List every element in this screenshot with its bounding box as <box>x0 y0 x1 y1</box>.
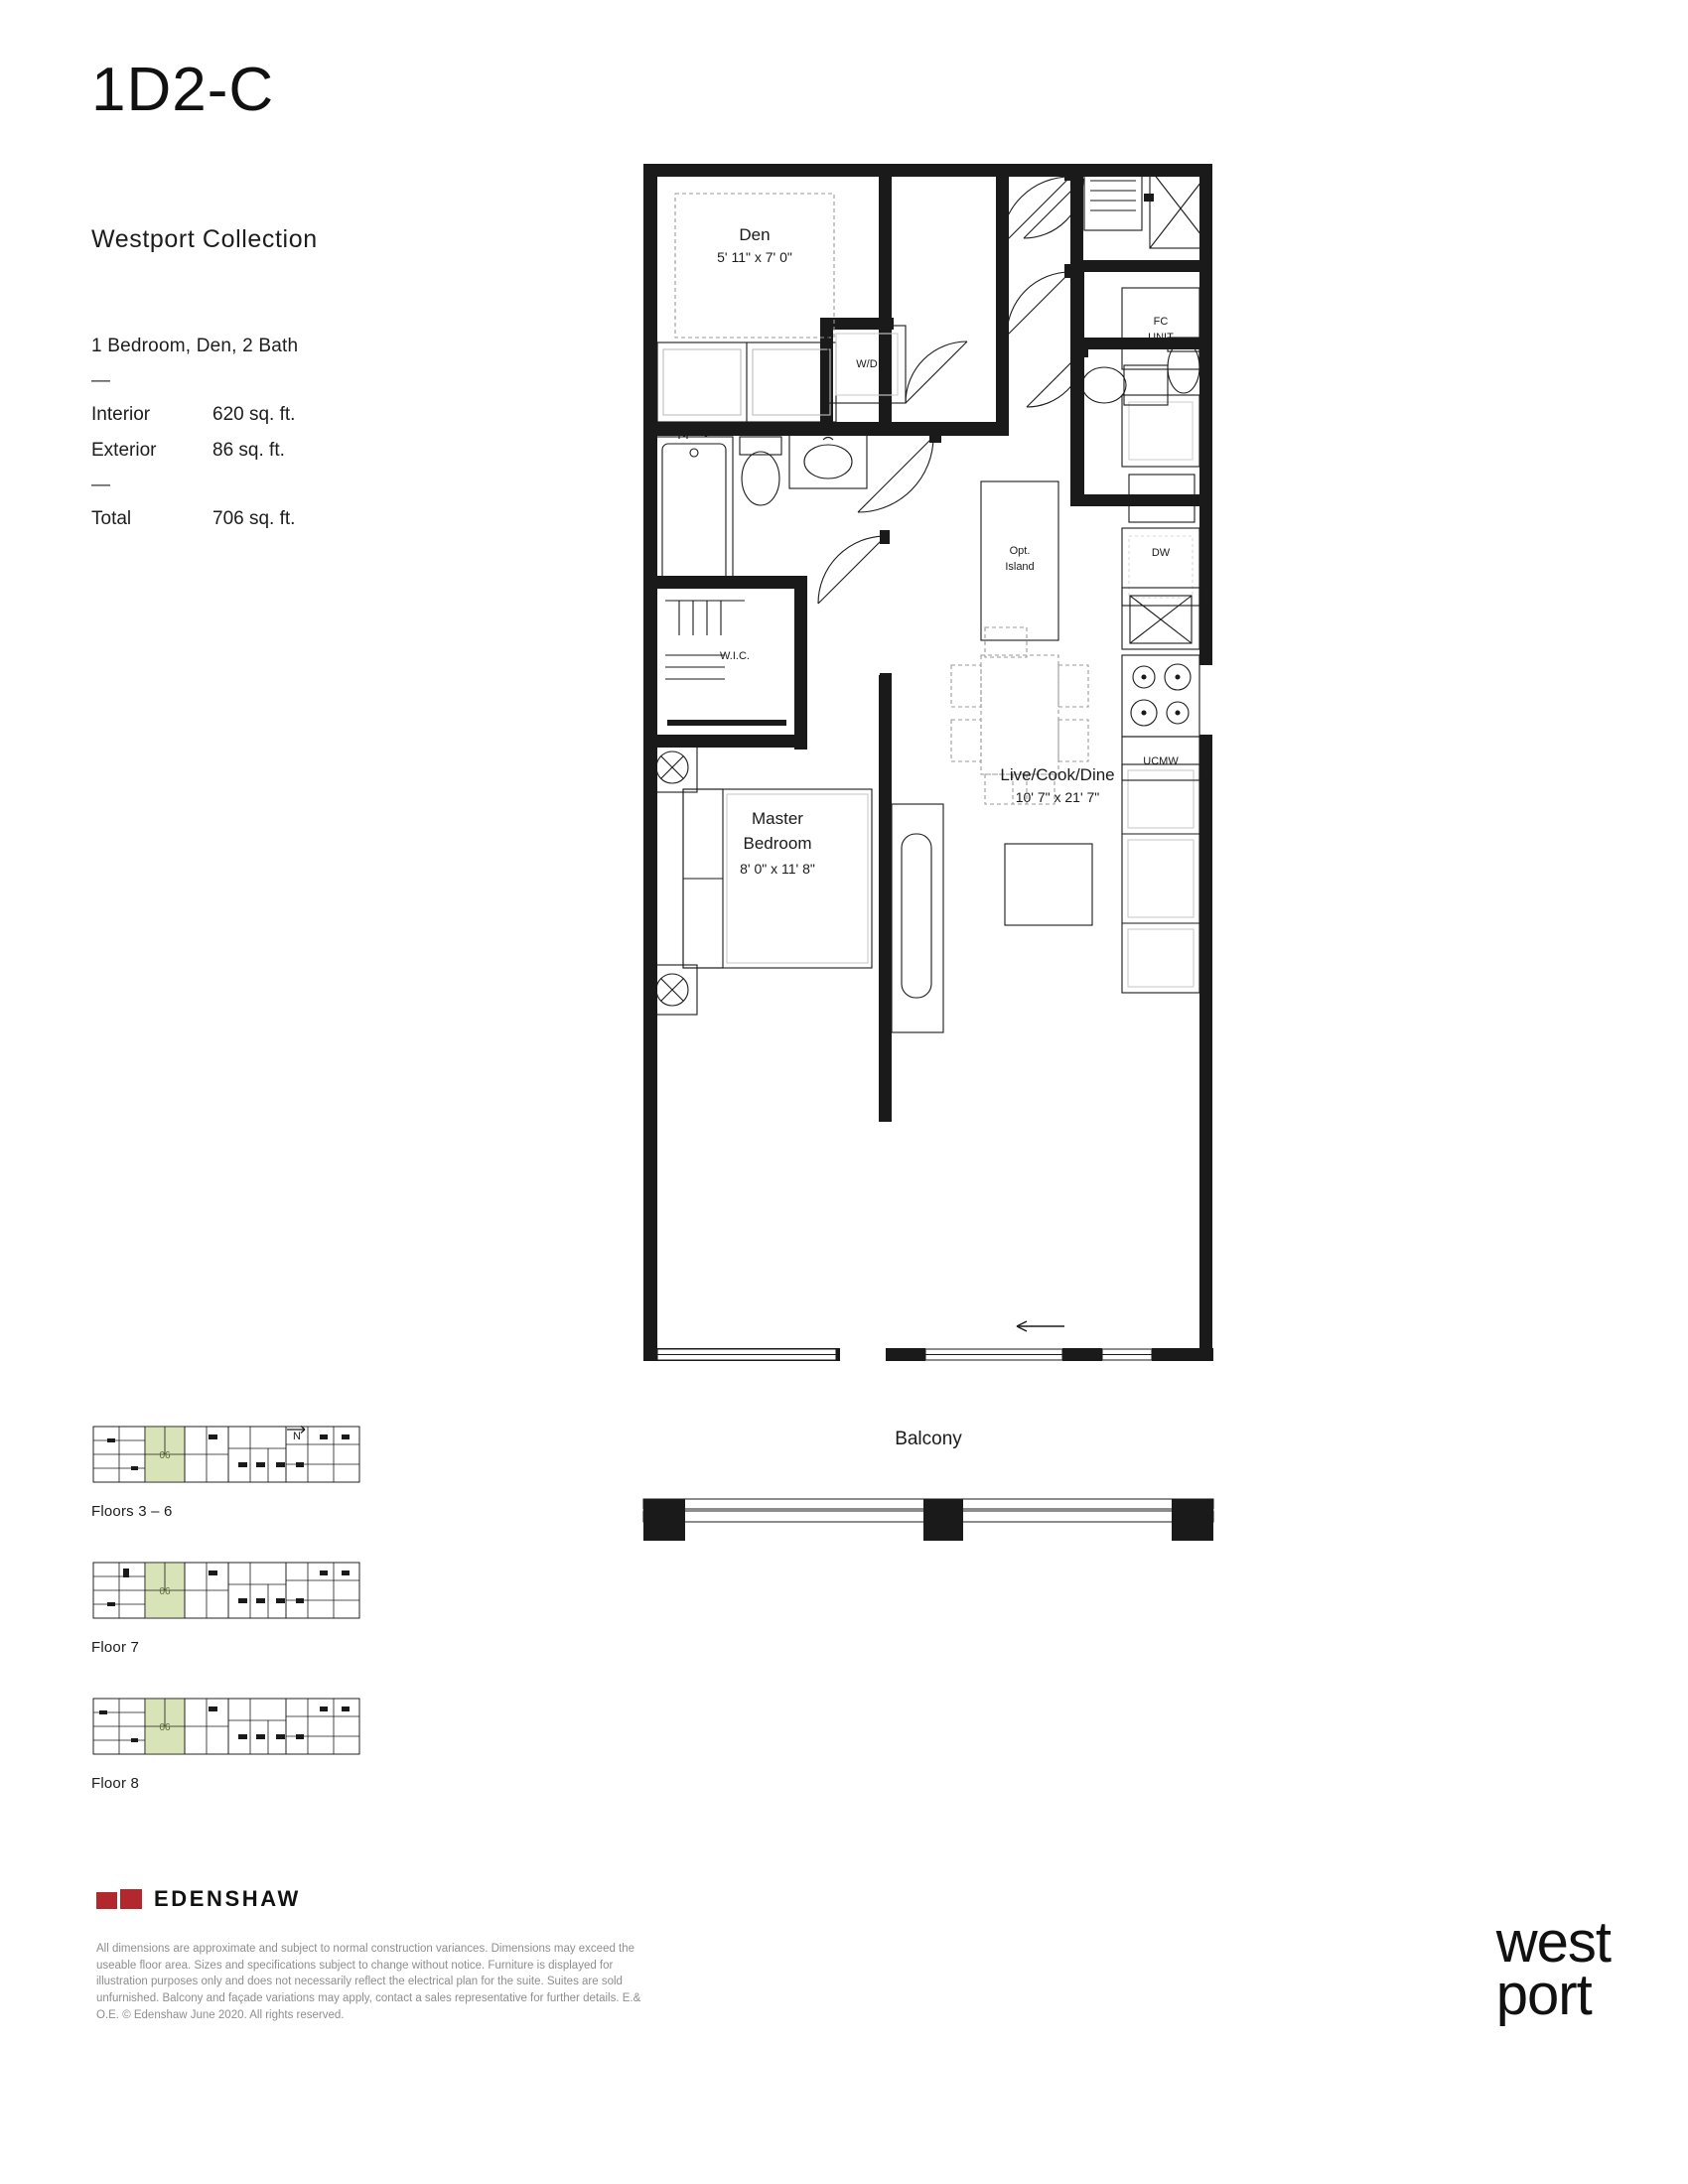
svg-text:N: N <box>293 1431 301 1442</box>
label-microwave: UCMW <box>1143 755 1179 767</box>
keyplan-figure-floor-8 <box>91 1687 361 1766</box>
keyplan-unit-number-1: 06 <box>159 1450 171 1461</box>
spec-row-total <box>91 508 647 530</box>
spec-value-interior: 620 sq. ft. <box>212 404 296 425</box>
collection-name: Westport Collection <box>91 225 318 253</box>
label-opt-island-line2: Island <box>1005 561 1035 573</box>
keyplan-figure-floor-7 <box>91 1551 361 1630</box>
spec-value-total: 706 sq. ft. <box>212 508 296 529</box>
keyplan-caption-floors-3-6: Floors 3 – 6 <box>91 1503 173 1520</box>
keyplan-floor-7 <box>91 1551 389 1656</box>
keyplan-floors-3-6 <box>91 1415 389 1520</box>
info-panel <box>91 56 647 530</box>
spec-label-total: Total <box>91 508 132 529</box>
keyplan-unit-number-3: 06 <box>159 1722 171 1733</box>
spec-label-exterior: Exterior <box>91 440 157 461</box>
spec-value-exterior: 86 sq. ft. <box>212 440 285 461</box>
keyplan-unit-number-2: 06 <box>159 1586 171 1597</box>
floorplan-drawing <box>635 139 1450 1638</box>
room-label-master-line2: Bedroom <box>743 834 812 853</box>
edenshaw-logo <box>96 1886 301 1912</box>
disclaimer-text: All dimensions are approximate and subject to normal construction variances. Dimensions may exceed the useable floor area. Sizes and specifications subject to change without notice. Furniture is displayed for illustration purposes only and does not necessarily reflect the electrical plan for the suite. Suites are sold unfurnished. Balcony and façade variations may apply, contact a sales representative for further details. E.& O.E. © Edenshaw June 2020. All rights reserved. <box>96 1943 641 2021</box>
room-label-den: Den <box>739 225 771 244</box>
label-washer-dryer: W/D <box>856 358 878 370</box>
room-label-living: Live/Cook/Dine <box>1000 765 1115 784</box>
room-dims-den: 5' 11" x 7' 0" <box>717 249 792 265</box>
room-dims-master: 8' 0" x 11' 8" <box>740 861 815 877</box>
keyplan-caption-floor-7: Floor 7 <box>91 1639 140 1656</box>
north-arrow-icon <box>276 1415 306 1454</box>
westport-logo-line2: port <box>1495 1963 1592 2028</box>
label-opt-island-line1: Opt. <box>1009 545 1031 557</box>
room-label-master-line1: Master <box>752 809 803 828</box>
label-dishwasher: DW <box>1151 547 1171 559</box>
divider-bottom: — <box>91 475 110 495</box>
spec-row-exterior <box>91 440 647 462</box>
westport-logo-line1: west <box>1495 1910 1611 1975</box>
edenshaw-mark-icon <box>96 1889 142 1909</box>
divider-top: — <box>91 370 110 391</box>
keyplan-caption-floor-8: Floor 8 <box>91 1775 140 1792</box>
keyplan-floor-8 <box>91 1687 389 1792</box>
page-title: 1D2-C <box>91 56 275 124</box>
keyplan-group <box>91 1415 389 1823</box>
westport-logo <box>1495 1910 1611 2028</box>
label-fc-unit-line2: UNIT <box>1148 332 1174 343</box>
room-dims-living: 10' 7" x 21' 7" <box>1015 789 1100 805</box>
label-fridge: F <box>1157 495 1165 507</box>
suite-configuration: 1 Bedroom, Den, 2 Bath <box>91 336 299 356</box>
spec-label-interior: Interior <box>91 404 151 425</box>
spec-row-interior <box>91 404 647 426</box>
label-walk-in-closet: W.I.C. <box>720 650 750 662</box>
keyplan-figure-floors-3-6 <box>91 1415 361 1494</box>
label-balcony: Balcony <box>895 1429 962 1449</box>
label-fc-unit-line1: FC <box>1153 316 1169 328</box>
edenshaw-wordmark: EDENSHAW <box>154 1886 301 1911</box>
